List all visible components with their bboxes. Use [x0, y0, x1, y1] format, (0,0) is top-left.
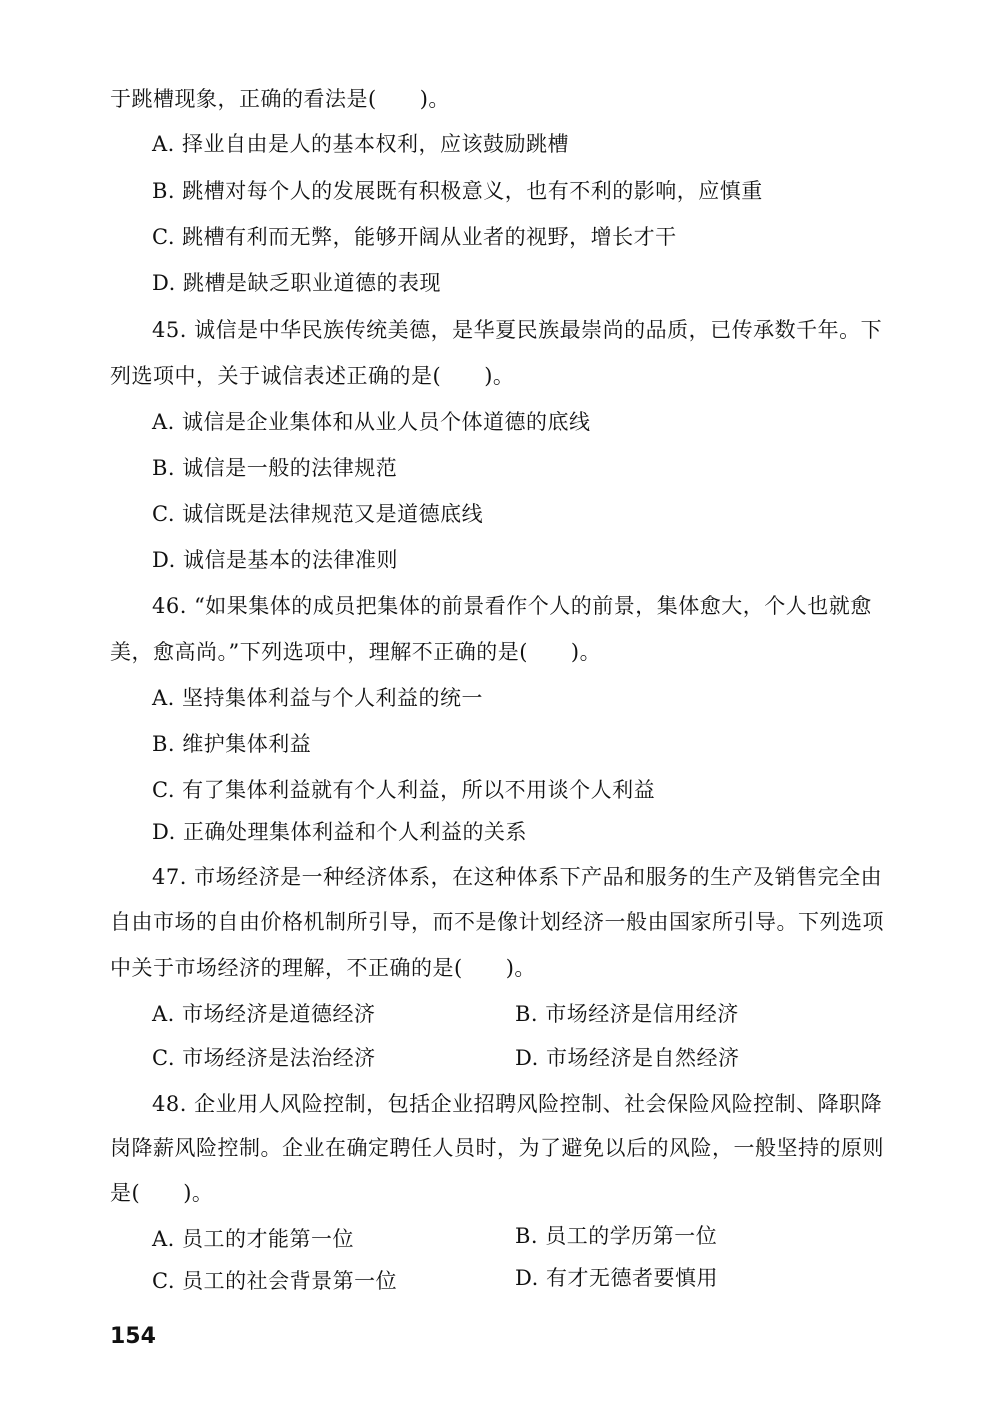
- q47-option-a: A. 市场经济是道德经济: [152, 1002, 376, 1026]
- q47-option-d: D. 市场经济是自然经济: [515, 1046, 740, 1070]
- q48-stem-line3: 是( )。: [110, 1181, 214, 1205]
- option-a: A. 择业自由是人的基本权利，应该鼓励跳槽: [152, 132, 570, 156]
- q48-option-b: B. 员工的学历第一位: [515, 1224, 718, 1248]
- q48-option-d: D. 有才无德者要慎用: [515, 1266, 718, 1290]
- q45-option-b: B. 诚信是一般的法律规范: [152, 456, 398, 480]
- q47-option-c: C. 市场经济是法治经济: [152, 1046, 376, 1070]
- q48-stem-line1: 48. 企业用人风险控制，包括企业招聘风险控制、社会保险风险控制、降职降: [152, 1092, 883, 1116]
- q47-stem-line2: 自由市场的自由价格机制所引导，而不是像计划经济一般由国家所引导。下列选项: [110, 910, 884, 934]
- q46-option-a: A. 坚持集体利益与个人利益的统一: [152, 686, 484, 710]
- q46-stem-line2: 美，愈高尚。”下列选项中，理解不正确的是( )。: [110, 640, 602, 664]
- q45-option-c: C. 诚信既是法律规范又是道德底线: [152, 502, 484, 526]
- q48-stem-line2: 岗降薪风险控制。企业在确定聘任人员时，为了避免以后的风险，一般坚持的原则: [110, 1136, 884, 1160]
- option-c: C. 跳槽有利而无弊，能够开阔从业者的视野，增长才干: [152, 225, 677, 249]
- q46-option-d: D. 正确处理集体利益和个人利益的关系: [152, 820, 527, 844]
- q46-option-c: C. 有了集体利益就有个人利益，所以不用谈个人利益: [152, 778, 656, 802]
- q45-option-a: A. 诚信是企业集体和从业人员个体道德的底线: [152, 410, 591, 434]
- option-b: B. 跳槽对每个人的发展既有积极意义，也有不利的影响，应慎重: [152, 179, 763, 203]
- q47-stem-line1: 47. 市场经济是一种经济体系，在这种体系下产品和服务的生产及销售完全由: [152, 865, 883, 889]
- q46-stem-line1: 46. “如果集体的成员把集体的前景看作个人的前景，集体愈大，个人也就愈: [152, 594, 872, 618]
- q46-option-b: B. 维护集体利益: [152, 732, 312, 756]
- q45-stem-line1: 45. 诚信是中华民族传统美德，是华夏民族最崇尚的品质，已传承数千年。下: [152, 318, 883, 342]
- page-number: 154: [110, 1324, 156, 1349]
- q48-option-c: C. 员工的社会背景第一位: [152, 1269, 398, 1293]
- option-d: D. 跳槽是缺乏职业道德的表现: [152, 271, 441, 295]
- q45-option-d: D. 诚信是基本的法律准则: [152, 548, 398, 572]
- q47-stem-line3: 中关于市场经济的理解，不正确的是( )。: [110, 956, 536, 980]
- q48-option-a: A. 员工的才能第一位: [152, 1227, 355, 1251]
- q47-option-b: B. 市场经济是信用经济: [515, 1002, 739, 1026]
- q45-stem-line2: 列选项中，关于诚信表述正确的是( )。: [110, 364, 515, 388]
- question-stem-tail: 于跳槽现象，正确的看法是( )。: [110, 87, 450, 111]
